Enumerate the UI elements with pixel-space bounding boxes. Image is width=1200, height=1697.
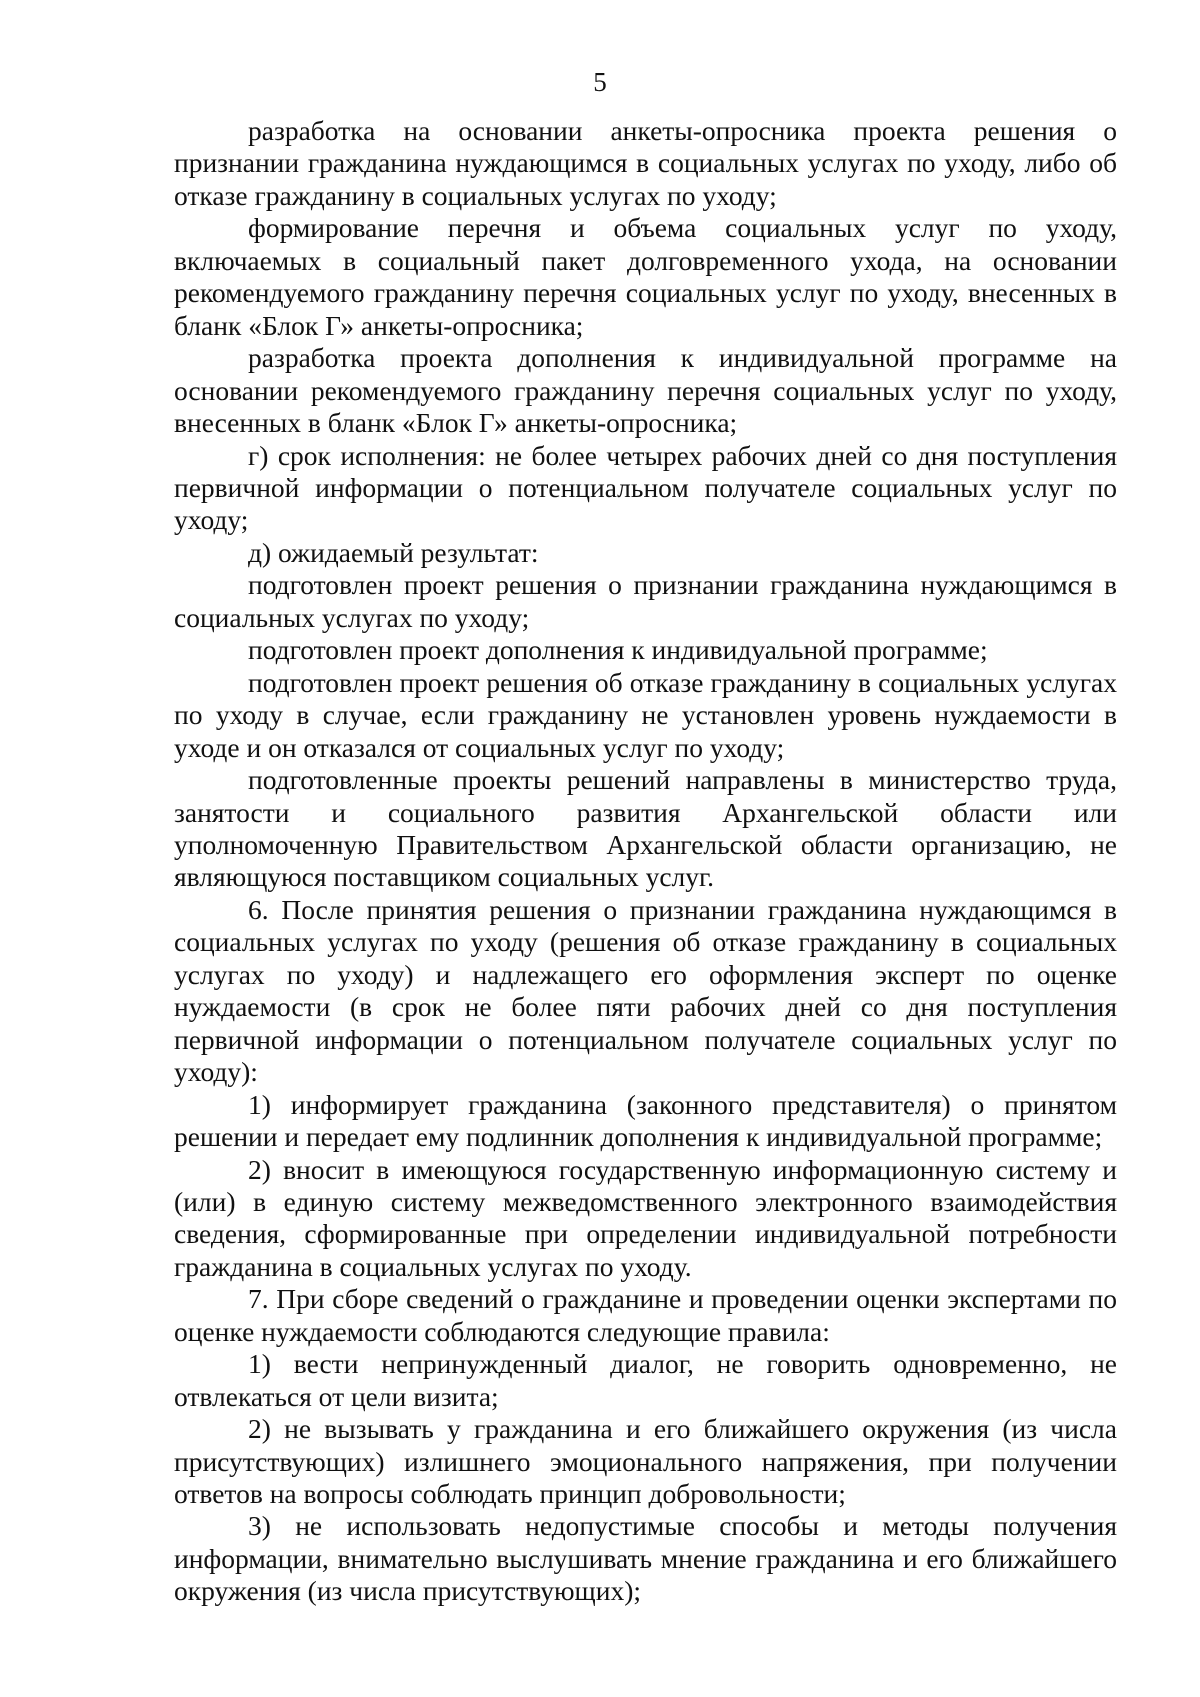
paragraph: 1) вести непринужденный диалог, не говорить одновременно, не отвлекаться от цели визита; [174, 1348, 1117, 1412]
paragraph: 1) информирует гражданина (законного представителя) о принятом решении и передает ему подлинник дополнения к индивидуальной программе; [174, 1088, 1117, 1153]
paragraph: 6. После принятия решения о признании гражданина нуждающимся в социальных услугах по уходу (решения об отказе гражданину в социальных услугах по уходу) и надлежащего его оформления эксперт по оценке нуждаемости (в срок не более пяти рабочих дней со дня поступления первичной информации о потенциальном получателе социальных услуг по уходу): [174, 893, 1117, 1088]
paragraph: д) ожидаемый результат: [248, 536, 539, 568]
paragraph: 7. При сборе сведений о гражданине и проведении оценки экспертами по оценке нуждаемости соблюдаются следующие правила: [174, 1283, 1117, 1347]
paragraph: разработка проекта дополнения к индивидуальной программе на основании рекомендуемого гражданину перечня социальных услуг по уходу, внесенных в бланк «Блок Г» анкеты-опросника; [174, 342, 1117, 439]
paragraph: г) срок исполнения: не более четырех рабочих дней со дня поступления первичной информации о потенциальном получателе социальных услуг по уходу; [174, 439, 1117, 536]
paragraph: подготовлен проект дополнения к индивидуальной программе; [248, 634, 988, 666]
paragraph: 2) не вызывать у гражданина и его ближайшего окружения (из числа присутствующих) излишнего эмоционального напряжения, при получении ответов на вопросы соблюдать принцип добровольности; [174, 1413, 1117, 1510]
paragraph: формирование перечня и объема социальных услуг по уходу, включаемых в социальный пакет долговременного ухода, на основании рекомендуемого гражданину перечня социальных услуг по уходу, внесенных в бланк «Блок Г» анкеты-опросника; [174, 212, 1117, 341]
paragraph: 2) вносит в имеющуюся государственную информационную систему и (или) в единую систему межведомственного электронного взаимодействия сведения, сформированные при определении индивидуальной потребности гражданина в социальных услугах по уходу. [174, 1153, 1117, 1282]
paragraph: 3) не использовать недопустимые способы и методы получения информации, внимательно выслушивать мнение гражданина и его ближайшего окружения (из числа присутствующих); [174, 1510, 1117, 1607]
paragraph: подготовлен проект решения об отказе гражданину в социальных услугах по уходу в случае, если гражданину не установлен уровень нуждаемости в уходе и он отказался от социальных услуг по уходу; [174, 666, 1117, 763]
paragraph: подготовлен проект решения о признании гражданина нуждающимся в социальных услугах по уходу; [174, 569, 1117, 633]
paragraph: разработка на основании анкеты-опросника проекта решения о признании гражданина нуждающимся в социальных услугах по уходу, либо об отказе гражданину в социальных услугах по уходу; [174, 115, 1117, 211]
document-body [174, 115, 1117, 1608]
page-number: 5 [593, 67, 607, 97]
paragraph: подготовленные проекты решений направлены в министерство труда, занятости и социального развития Архангельской области или уполномоченную Правительством Архангельской области организацию, не являющуюся поставщиком социальных услуг. [174, 764, 1117, 893]
